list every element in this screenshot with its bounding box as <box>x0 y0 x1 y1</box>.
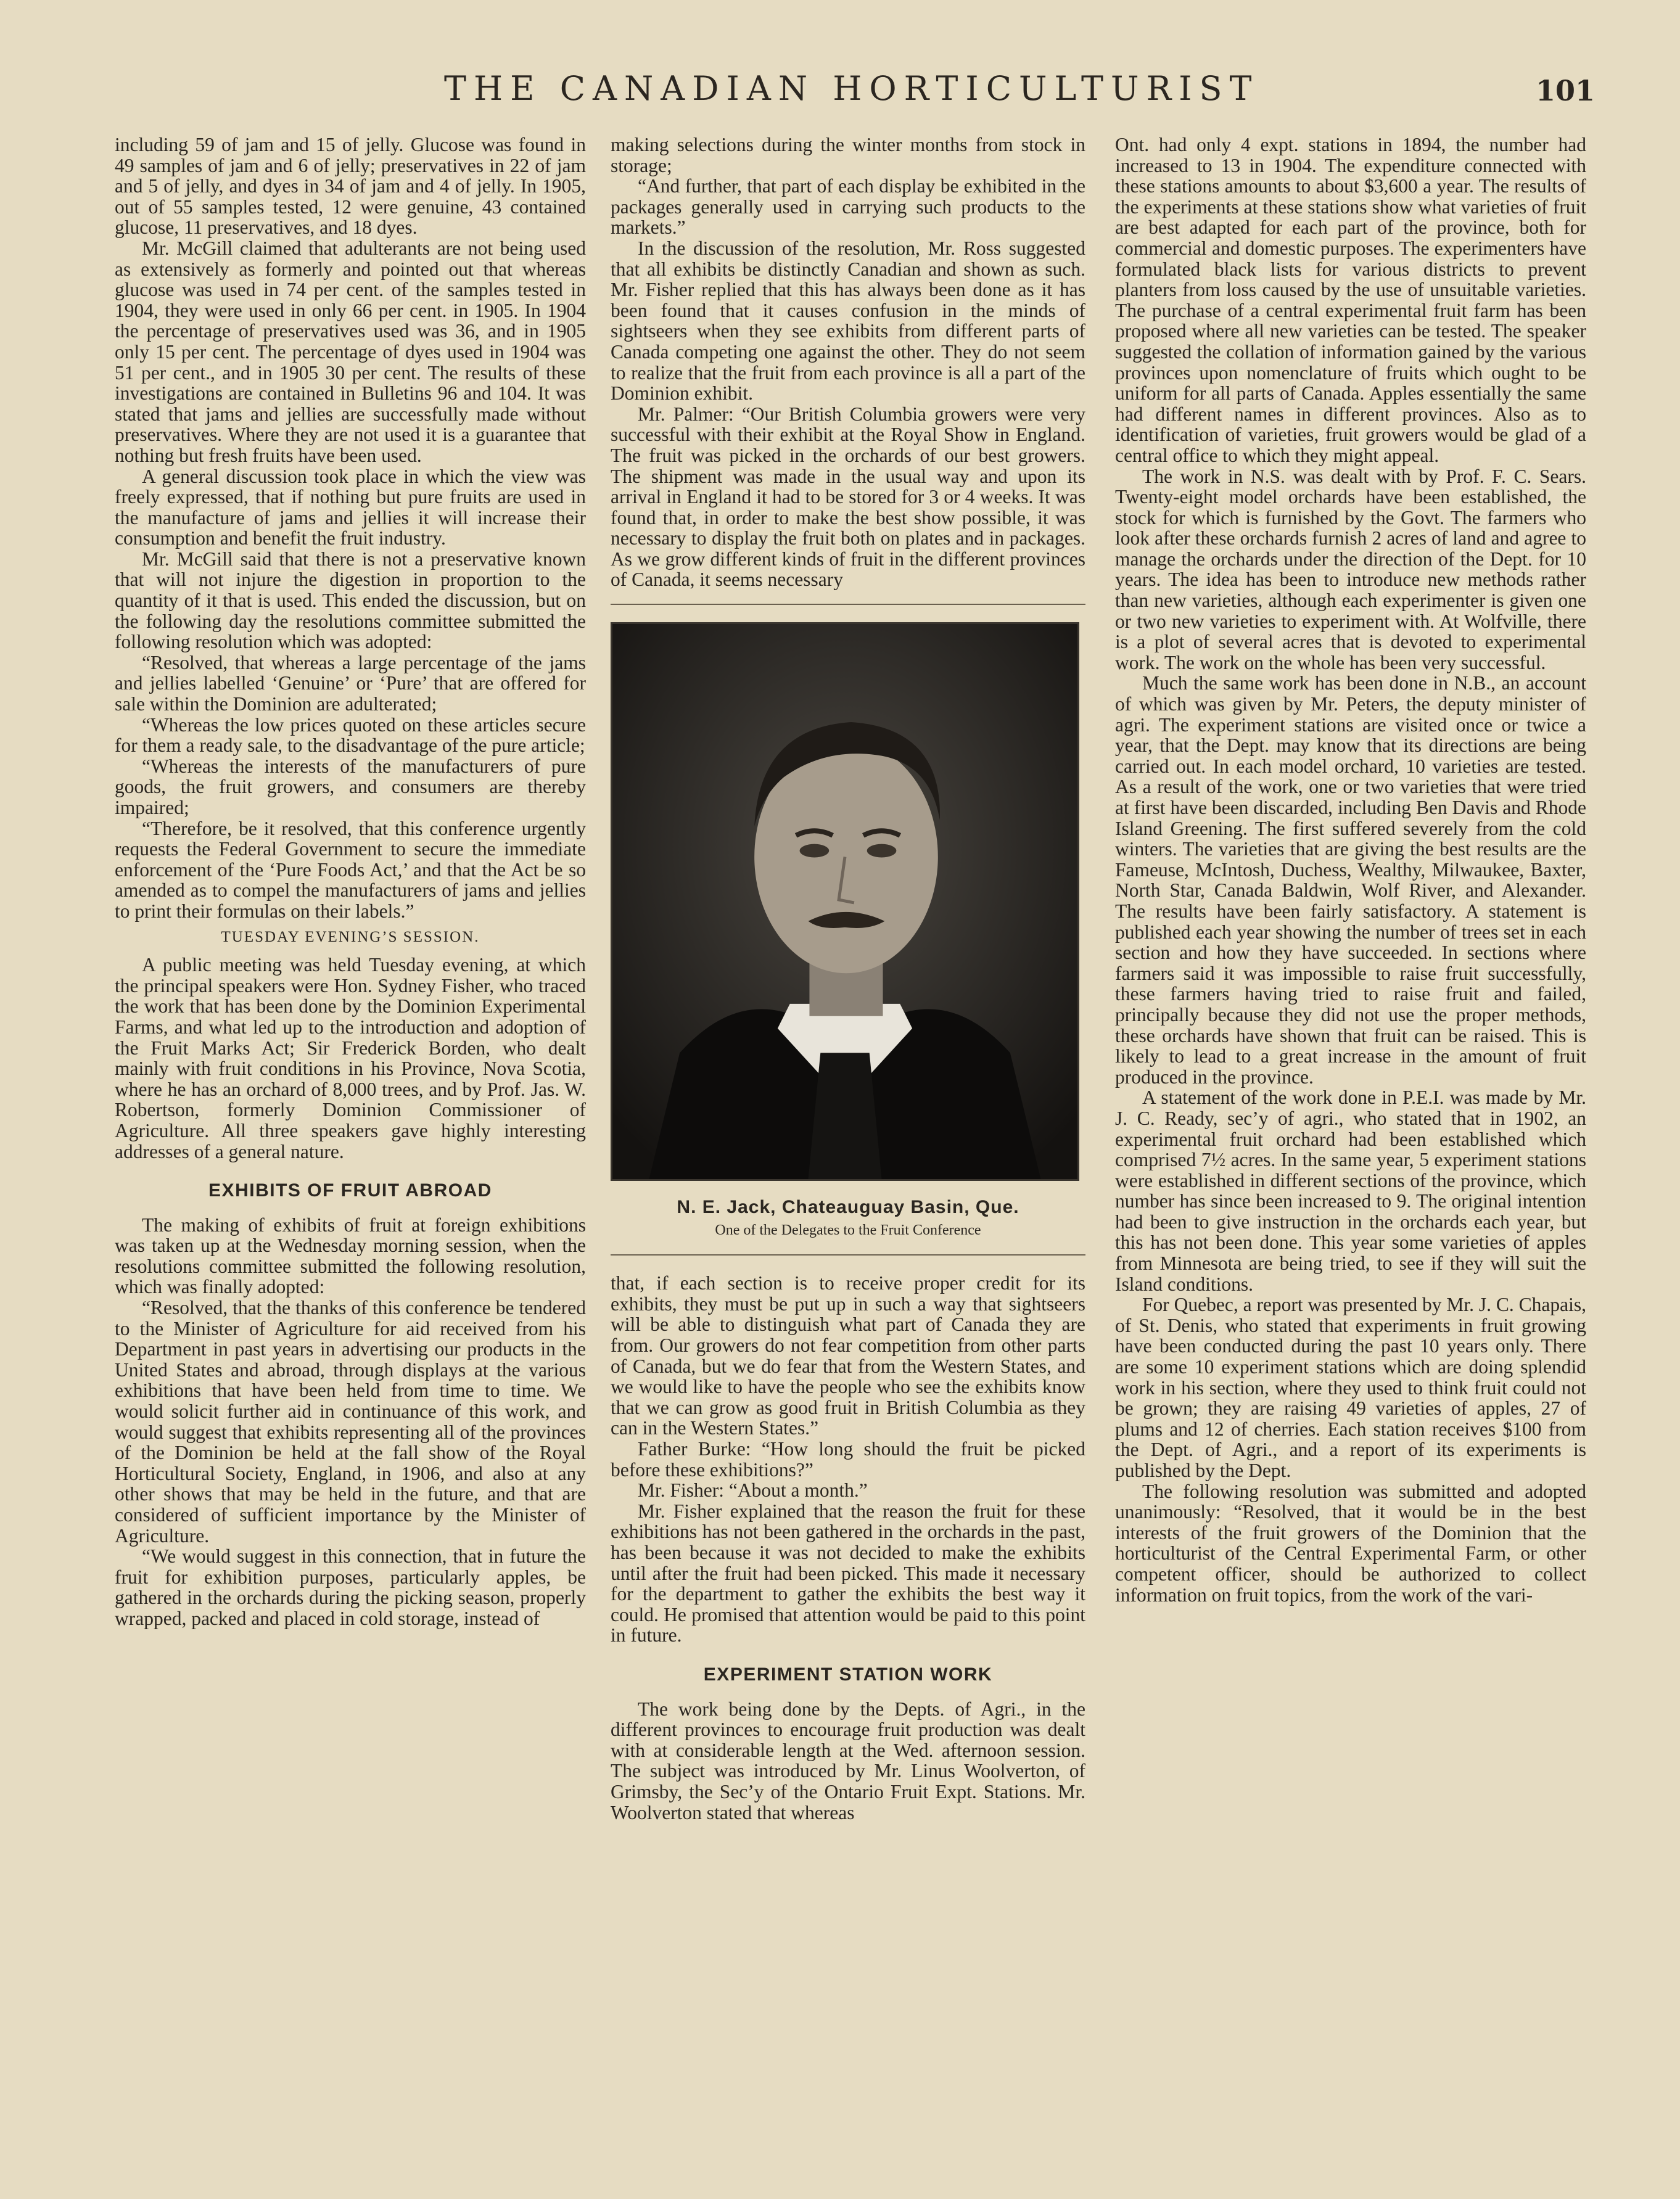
paragraph: Mr. McGill said that there is not a preservative known that will not injure the digestion in proportion to the quantity of it that is used. This ended the discussion, but on the following day the resolutions committee submitted the following resolution which was adopted: <box>115 548 586 653</box>
running-title: THE CANADIAN HORTICULTURIST <box>444 69 1259 108</box>
paragraph: including 59 of jam and 15 of jelly. Glucose was found in 49 samples of jam and 6 of jelly; preservatives in 22 of jam and 5 of jelly, and dyes in 34 of jam and 4 of jelly. In 1905, out of 55 samples tested, 12 were genuine, 43 contained glucose, 11 preservatives, and 18 dyes. <box>115 134 586 239</box>
column-right <box>1115 134 1586 1605</box>
paragraph: “Resolved, that the thanks of this conference be tendered to the Minister of Agriculture for aid received from his Department in past years in advertising our products in the United States and abroad, through displays at the various exhibitions that have been held from time to time. We would solicit further aid in continuance of this work, and would suggest that exhibits representing all of the provinces of the Dominion be held at the fall show of the Royal Horticultural Society, England, in 1906, and also at any other shows that may be held in the future, and that are considered of sufficient importance by the Minister of Agriculture. <box>115 1297 586 1547</box>
paragraph: “Whereas the low prices quoted on these articles secure for them a ready sale, to the disadvantage of the pure article; <box>115 713 586 757</box>
section-heading-exhibits: EXHIBITS OF FRUIT ABROAD <box>208 1180 492 1201</box>
session-subheading: TUESDAY EVENING’S SESSION. <box>221 928 480 945</box>
paragraph: In the discussion of the resolution, Mr. Ross suggested that all exhibits be distinctly Canadian and shown as such. Mr. Fisher replied that this has always been done as it has been found that it causes confusion in the minds of sightseers when they see exhibits from different parts of Canada competing one against the other. They do not seem to realize that the fruit from each province is all a part of the Dominion exhibit. <box>611 237 1085 405</box>
photo-subcaption: One of the Delegates to the Fruit Conference <box>715 1222 981 1238</box>
paragraph: “We would suggest in this connection, that in future the fruit for exhibition purposes, particularly apples, be gathered in the orchards during the picking season, properly wrapped, packed and placed in cold storage, instead of <box>115 1545 586 1629</box>
paragraph: A public meeting was held Tuesday evening, at which the principal speakers were Hon. Sydney Fisher, who traced the work that has been done by the Dominion Experimental Farms, and what led up to the introduction and adoption of the Fruit Marks Act; Sir Frederick Borden, who dealt mainly with fruit conditions in his Province, Nova Scotia, where he has an orchard of 8,000 trees, and by Prof. Jas. W. Robertson, formerly Dominion Commissioner of Agriculture. All three speakers gave highly interesting addresses of a general nature. <box>115 954 586 1162</box>
paragraph: “Whereas the interests of the manufacturers of pure goods, the fruit growers, and consumers are thereby impaired; <box>115 755 586 818</box>
paragraph: Mr. McGill claimed that adulterants are not being used as extensively as formerly and pointed out that whereas glucose was used in 74 per cent. of the samples tested in 1904, they were used in only 66 per cent. in 1905. In 1904 the percentage of preservatives used was 36, and in 1905 only 15 per cent. The percentage of dyes used in 1904 was 51 per cent., and in 1905 30 per cent. The results of these investigations are contained in Bulletins 96 and 104. It was stated that jams and jellies are successfully made without preservatives. Where they are not used it is a guarantee that nothing but fresh fruits have been used. <box>115 237 586 466</box>
divider-rule <box>611 1254 1085 1256</box>
paragraph: A statement of the work done in P.E.I. was made by Mr. J. C. Ready, sec’y of agri., who stated that in 1902, an experimental fruit orchard had been established which comprised 7½ acres. In the same year, 5 experiment stations were established in different sections of the province, which number has since been increased to 9. The original intention had been to give instruction in the orchards each year, but this has not been done. This year some varieties of apples from Minnesota are being tried, to see if they will suit the Island conditions. <box>1115 1087 1586 1295</box>
portrait-illustration <box>612 624 1077 1179</box>
paragraph: Mr. Fisher explained that the reason the fruit for these exhibitions has not been gathered in the orchards in the past, has been because it was not decided to make the exhibits until after the fruit had been picked. This made it necessary for the department to gather the exhibits the best way it could. He promised that attention would be paid to this point in future. <box>611 1500 1085 1646</box>
paragraph: that, if each section is to receive proper credit for its exhibits, they must be put up in such a way that sightseers will be able to distinguish what part of Canada they are from. Our growers do not fear competition from other parts of Canada, but we do fear that from the Western States, and we would like to have the people who see the exhibits know that we can grow as good fruit in British Columbia as they can in the Western States.” <box>611 1272 1085 1439</box>
paragraph: The work being done by the Depts. of Agri., in the different provinces to encourage fruit production was dealt with at considerable length at the Wed. afternoon session. The subject was introduced by Mr. Linus Woolverton, of Grimsby, the Sec’y of the Ontario Fruit Expt. Stations. Mr. Woolverton stated that whereas <box>611 1698 1085 1823</box>
paragraph: “Resolved, that whereas a large percentage of the jams and jellies labelled ‘Genuine’ or ‘Pure’ that are offered for sale within the Dominion are adulterated; <box>115 651 586 715</box>
column-left <box>115 134 586 1629</box>
page-number: 101 <box>1536 74 1596 107</box>
paragraph: Mr. Palmer: “Our British Columbia growers were very successful with their exhibit at the Royal Show in England. The fruit was picked in the orchards of our best growers. The shipment was made in the usual way and upon its arrival in England it had to be stored for 3 or 4 weeks. It was found that, in order to make the best show possible, it was necessary to display the fruit both on plates and in packages. As we grow different kinds of fruit in the different provinces of Canada, it seems necessary <box>611 403 1085 591</box>
paragraph: The making of exhibits of fruit at foreign exhibitions was taken up at the Wednesday morning session, when the resolutions committee submitted the following resolution, which was finally adopted: <box>115 1214 586 1298</box>
paragraph: “Therefore, be it resolved, that this conference urgently requests the Federal Government to secure the immediate enforcement of the ‘Pure Foods Act,’ and that the Act be so amended as to compel the manufacturers of jams and jellies to print their formulas on their labels.” <box>115 817 586 922</box>
divider-rule <box>611 604 1085 605</box>
paragraph: “And further, that part of each display be exhibited in the packages generally used in carrying such products to the markets.” <box>611 175 1085 239</box>
paragraph: Much the same work has been done in N.B., an account of which was given by Mr. Peters, the deputy minister of agri. The experiment stations are visited once or twice a year, that the Dept. may know that its directions are being carried out. In each model orchard, 10 varieties are tested. As a result of the work, one or two varieties that were tried at first have been discarded, including Ben Davis and Rhode Island Greening. The first suffered severely from the cold winters. The varieties that are giving the best results are the Fameuse, McIntosh, Duchess, Wealthy, Milwaukee, Baxter, North Star, Canada Baldwin, Wolf River, and Alexander. The results have been fairly satisfactory. A statement is published each year showing the number of trees set in each section and how they have succeeded. In sections where farmers said it was impossible to raise fruit successfully, these farmers having tried to raise fruit and failed, principally because they did not use the proper methods, these orchards have shown that fruit can be raised. This is likely to lead to a great increase in the amount of fruit produced in the province. <box>1115 672 1586 1088</box>
paragraph: A general discussion took place in which the view was freely expressed, that if nothing but pure fruits are used in the manufacture of jams and jellies it will increase their consumption and benefit the fruit industry. <box>115 465 586 549</box>
photo-caption: N. E. Jack, Chateauguay Basin, Que. <box>677 1197 1019 1218</box>
paragraph: The work in N.S. was dealt with by Prof. F. C. Sears. Twenty-eight model orchards have been established, the stock for which is furnished by the Govt. The farmers who look after these orchards furnish 2 acres of land and agree to manage the orchards under the direction of the Dept. for 10 years. The idea has been to introduce new methods rather than new varieties, although each experimenter is given one or two new varieties to experiment with. At Wolfville, there is a plot of several acres that is devoted to experimental work. The work on the whole has been very successful. <box>1115 465 1586 673</box>
paragraph: Mr. Fisher: “About a month.” <box>638 1479 868 1502</box>
column-middle <box>611 134 1085 1823</box>
paragraph: Father Burke: “How long should the fruit be picked before these exhibitions?” <box>611 1438 1085 1481</box>
paragraph: Ont. had only 4 expt. stations in 1894, the number had increased to 13 in 1904. The expenditure connected with these stations amounts to about $3,600 a year. The results of the experiments at these stations show what varieties of fruit are best adapted for each part of the province, both for commercial and domestic purposes. The experimenters have formulated black lists for various districts to prevent planters from loss caused by the use of unsuitable varieties. The purchase of a central experimental fruit farm has been proposed where all new varieties can be tested. The speaker suggested the collation of information gained by the various provinces upon nomenclature of fruits which ought to be uniform for all parts of Canada. Apples essentially the same had different names in different provinces. Also as to identification of varieties, fruit growers would be glad of a central office to which they might appeal. <box>1115 134 1586 466</box>
portrait-photo <box>611 622 1079 1181</box>
paragraph: The following resolution was submitted and adopted unanimously: “Resolved, that it would be in the best interests of the fruit growers of the Dominion that the horticulturist of the Central Experimental Farm, or other competent officer, should be authorized to collect information on fruit topics, from the work of the vari- <box>1115 1480 1586 1606</box>
paragraph: making selections during the winter months from stock in storage; <box>611 134 1085 176</box>
paragraph: For Quebec, a report was presented by Mr. J. C. Chapais, of St. Denis, who stated that experiments in fruit growing have been conducted during the past 10 years only. There are some 10 experiment stations which are doing splendid work in his section, where they used to think fruit could not be grown; they are raising 49 varieties of apples, 27 of plums and 12 of cherries. Each station receives $100 from the Dept. of Agri., and a report of its experiments is published by the Dept. <box>1115 1294 1586 1481</box>
section-heading-experiment: EXPERIMENT STATION WORK <box>703 1664 993 1685</box>
